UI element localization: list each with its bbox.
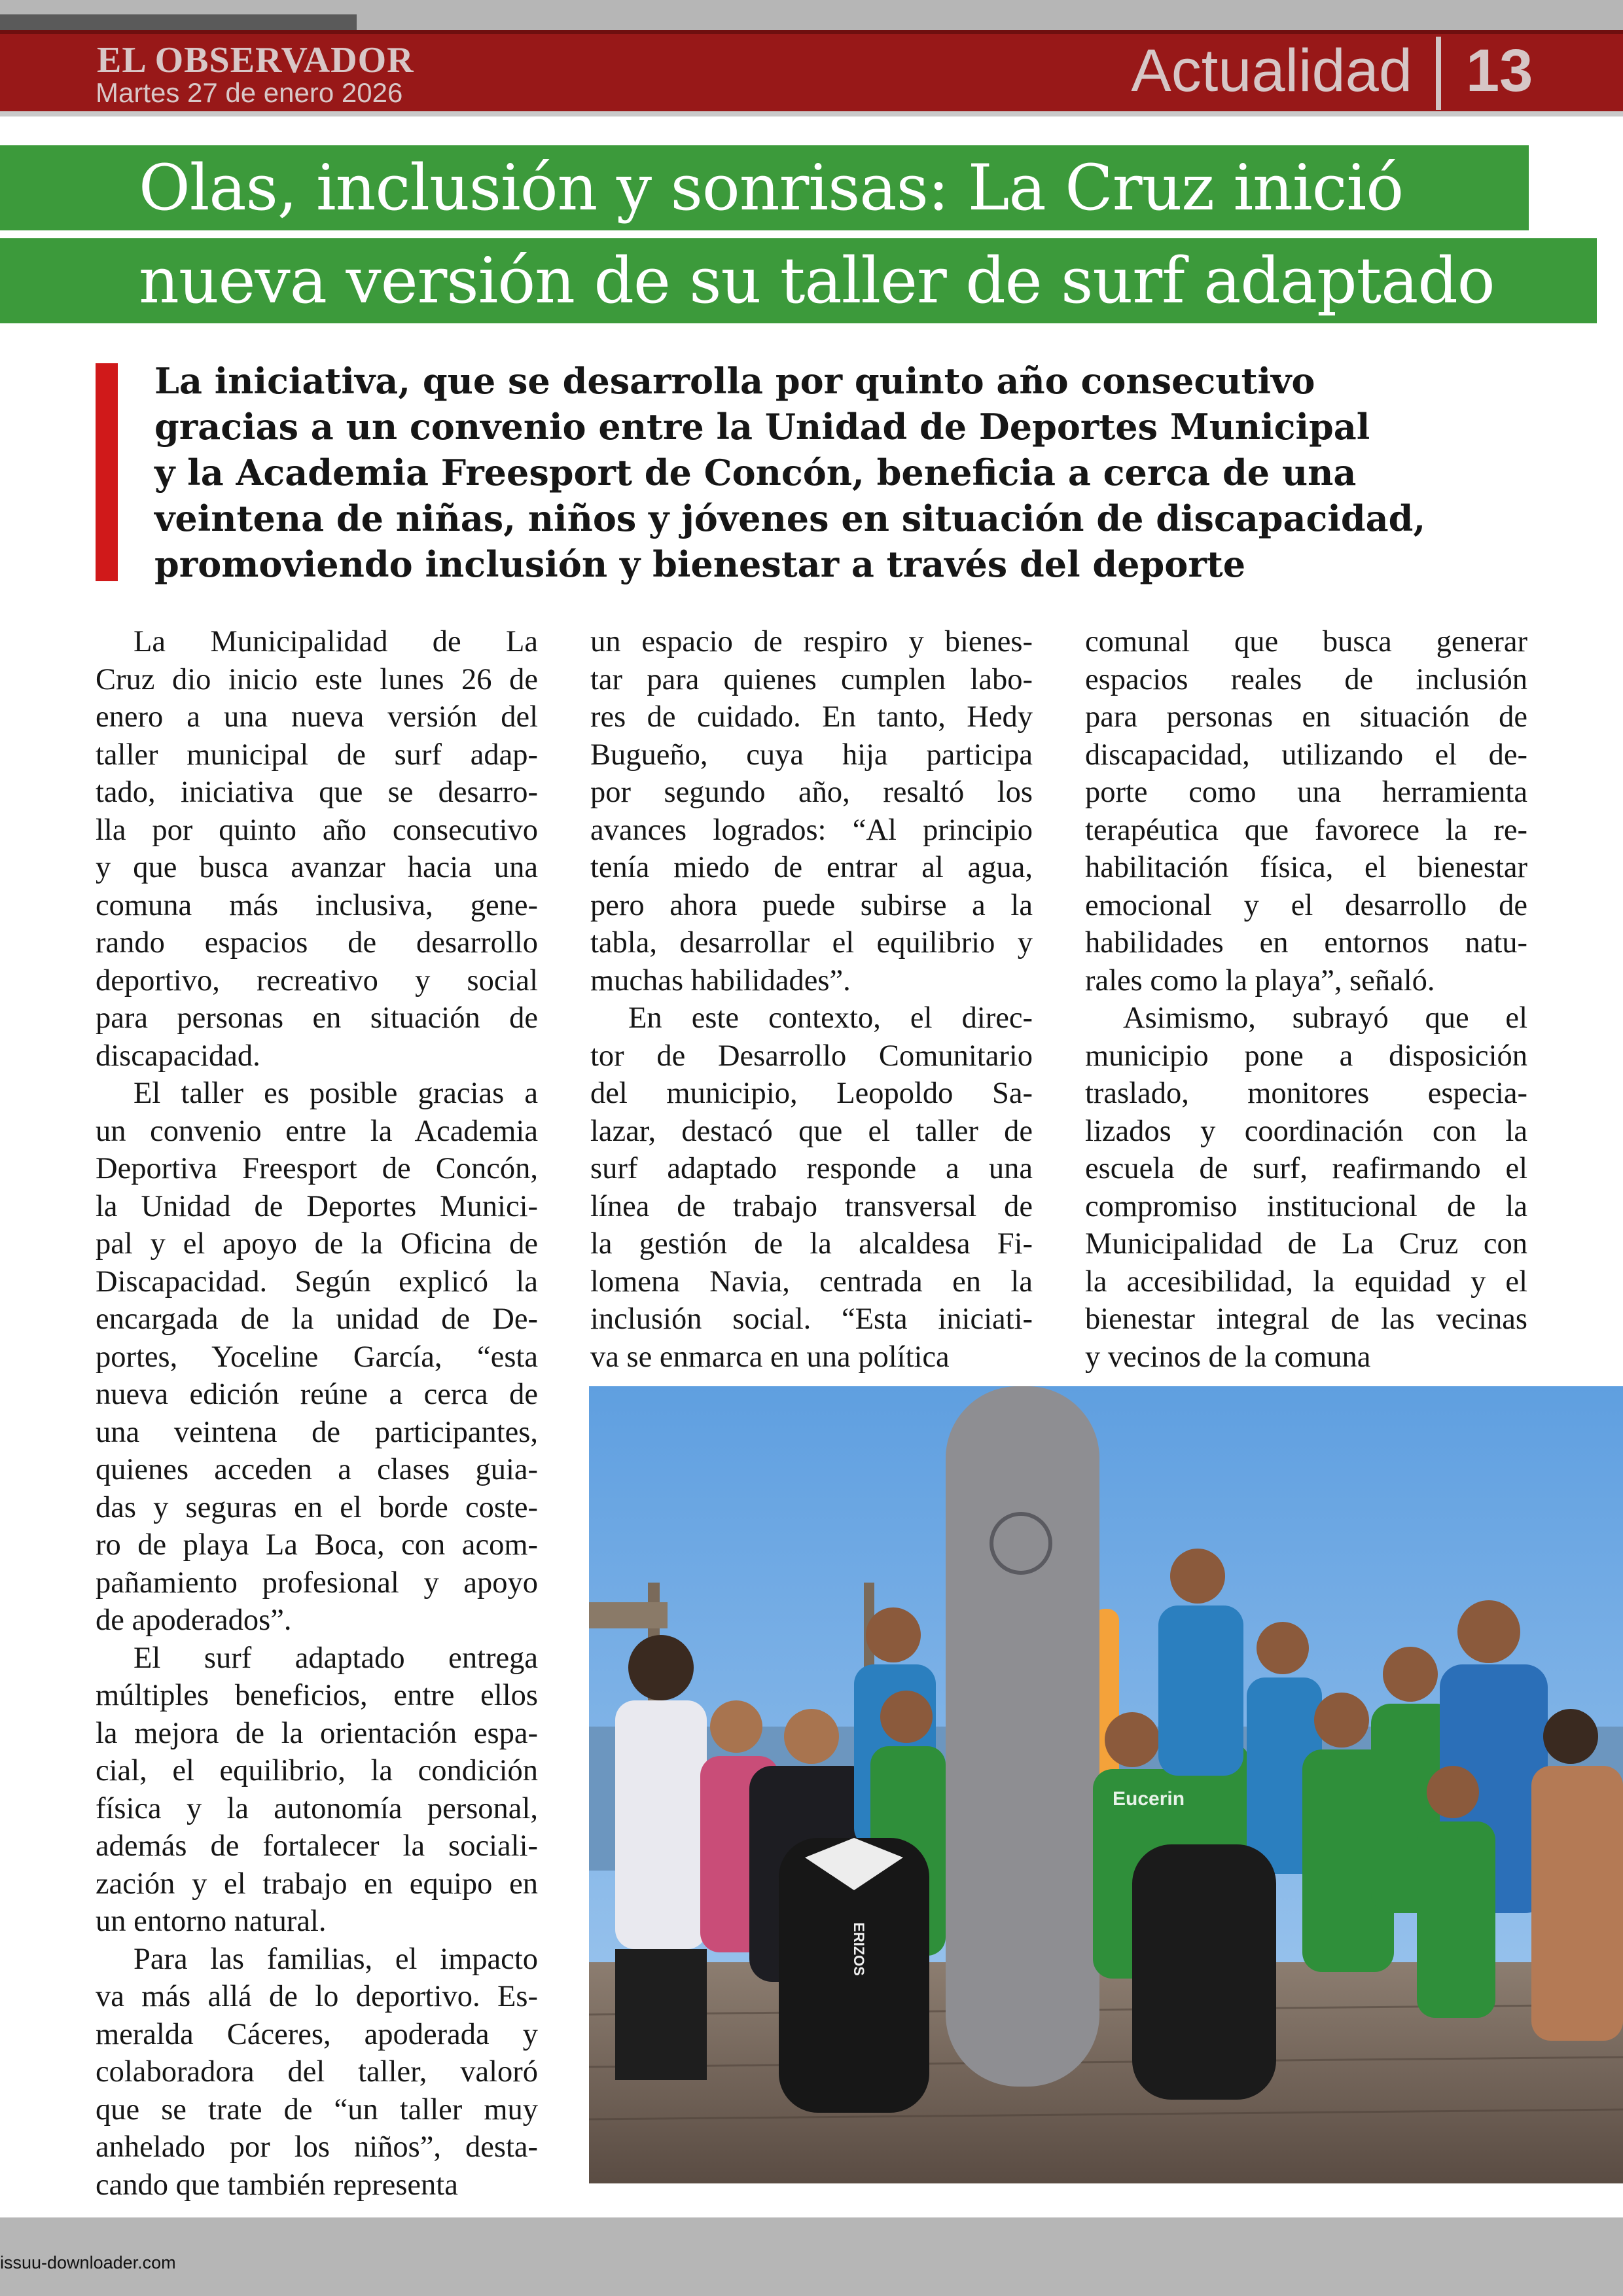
- article-text-line: anhelado por los niños”, desta-: [96, 2130, 538, 2164]
- article-text-line: ro de playa La Boca, con acom-: [96, 1528, 538, 1562]
- tall-surfboard: [946, 1386, 1099, 2087]
- article-text-line: lazar, destacó que el taller de: [590, 1114, 1033, 1148]
- article-text-line: comuna más inclusiva, gene-: [96, 888, 538, 922]
- deck-accent-bar: [96, 363, 118, 581]
- article-text-line: para personas en situación de: [1085, 700, 1527, 734]
- article-text-line: deportivo, recreativo y social: [96, 963, 538, 997]
- article-text-line: taller municipal de surf adap-: [96, 738, 538, 772]
- article-text-line: El taller es posible gracias a: [134, 1077, 538, 1110]
- article-text-line: pero ahora puede subirse a la: [590, 888, 1033, 922]
- article-text-line: habilidades en entornos natu-: [1085, 926, 1527, 960]
- section-name: Actualidad: [1131, 37, 1412, 104]
- article-text-line: va más allá de lo deportivo. Es-: [96, 1980, 538, 2013]
- article-text-line: portes, Yoceline García, “esta: [96, 1340, 538, 1374]
- article-text-line: das y seguras en el borde coste-: [96, 1490, 538, 1524]
- article-text-line: traslado, monitores especia-: [1085, 1077, 1527, 1110]
- article-text-line: escuela de surf, reafirmando el: [1085, 1152, 1527, 1185]
- pier-roof: [589, 1602, 668, 1628]
- article-text-line: tabla, desarrollar el equilibrio y: [590, 926, 1033, 960]
- article-text-line: de apoderados”.: [96, 1604, 292, 1637]
- deck-line: y la Academia Freesport de Concón, beneficia a cerca de una: [154, 452, 1357, 493]
- article-text-line: zación y el trabajo en equipo en: [96, 1867, 538, 1901]
- black-bodyboard-right: [1132, 1844, 1276, 2100]
- article-text-line: rando espacios de desarrollo: [96, 926, 538, 960]
- article-text-line: además de fortalecer la sociali-: [96, 1829, 538, 1863]
- article-text-line: tor de Desarrollo Comunitario: [590, 1039, 1033, 1073]
- headline-line-1: Olas, inclusión y sonrisas: La Cruz inició: [139, 151, 1403, 224]
- headline-line-2: nueva versión de su taller de surf adaptado: [139, 244, 1495, 317]
- article-text-line: discapacidad.: [96, 1039, 260, 1073]
- article-text-line: meralda Cáceres, apoderada y: [96, 2017, 538, 2051]
- article-text-line: inclusión social. “Esta iniciati-: [590, 1302, 1033, 1336]
- article-text-line: lomena Navia, centrada en la: [590, 1265, 1033, 1299]
- article-text-line: para personas en situación de: [96, 1001, 538, 1035]
- article-text-line: cando que también representa: [96, 2168, 458, 2202]
- page-number: 13: [1466, 37, 1533, 104]
- article-text-line: por segundo año, resaltó los: [590, 776, 1033, 809]
- article-text-line: y que busca avanzar hacia una: [96, 851, 538, 884]
- article-text-line: Municipalidad de La Cruz con: [1085, 1227, 1527, 1261]
- article-text-line: municipio pone a disposición: [1085, 1039, 1527, 1073]
- article-text-line: tado, iniciativa que se desarro-: [96, 776, 538, 809]
- article-text-line: Deportiva Freesport de Concón,: [96, 1152, 538, 1185]
- article-text-line: la accesibilidad, la equidad y el: [1085, 1265, 1527, 1299]
- article-text-line: y vecinos de la comuna: [1085, 1340, 1371, 1374]
- deck-line: promoviendo inclusión y bienestar a través del deporte: [154, 543, 1246, 585]
- article-text-line: terapéutica que favorece la re-: [1085, 813, 1527, 847]
- article-text-line: cial, el equilibrio, la condición: [96, 1754, 538, 1787]
- article-text-line: encargada de la unidad de De-: [96, 1302, 538, 1336]
- article-text-line: muchas habilidades”.: [590, 963, 851, 997]
- masthead: [0, 30, 1623, 117]
- article-text-line: del municipio, Leopoldo Sa-: [590, 1077, 1033, 1110]
- article-text-line: porte como una herramienta: [1085, 776, 1527, 809]
- deck-line: La iniciativa, que se desarrolla por quinto año consecutivo: [154, 360, 1315, 402]
- article-text-line: bienestar integral de las vecinas: [1085, 1302, 1527, 1336]
- article-text-line: pal y el apoyo de la Oficina de: [96, 1227, 538, 1261]
- article-text-line: emocional y el desarrollo de: [1085, 888, 1527, 922]
- issue-date: Martes 27 de enero 2026: [96, 77, 403, 108]
- top-progress-strip: [0, 14, 357, 30]
- article-text-line: surf adaptado responde a una: [590, 1152, 1033, 1185]
- article-text-line: Bugueño, cuya hija participa: [590, 738, 1033, 772]
- article-text-line: avances logrados: “Al principio: [590, 813, 1033, 847]
- article-text-line: Asimismo, subrayó que el: [1123, 1001, 1527, 1035]
- paper-name: EL OBSERVADOR: [97, 40, 414, 81]
- article-text-line: nueva edición reúne a cerca de: [96, 1378, 538, 1411]
- article-text-line: habilitación física, el bienestar: [1085, 851, 1527, 884]
- article-text-line: línea de trabajo transversal de: [590, 1189, 1033, 1223]
- shirt-brand-label: Eucerin: [1113, 1788, 1185, 1810]
- article-text-line: comunal que busca generar: [1085, 625, 1527, 658]
- article-text-line: pañamiento profesional y apoyo: [96, 1566, 538, 1600]
- article-text-line: Cruz dio inicio este lunes 26 de: [96, 662, 538, 696]
- article-text-line: tar para quienes cumplen labo-: [590, 662, 1033, 696]
- article-text-line: un espacio de respiro y bienes-: [590, 625, 1033, 658]
- article-text-line: La Municipalidad de La: [134, 625, 538, 658]
- article-text-line: res de cuidado. En tanto, Hedy: [590, 700, 1033, 734]
- board-brand-label: ERIZOS: [851, 1922, 867, 1976]
- article-text-line: múltiples beneficios, entre ellos: [96, 1679, 538, 1712]
- article-text-line: Para las familias, el impacto: [134, 1942, 538, 1976]
- article-text-line: rales como la playa”, señaló.: [1085, 963, 1435, 997]
- article-text-line: la gestión de la alcaldesa Fi-: [590, 1227, 1033, 1261]
- article-text-line: un entorno natural.: [96, 1905, 327, 1938]
- article-text-line: física y la autonomía personal,: [96, 1791, 538, 1825]
- source-watermark: issuu-downloader.com: [0, 2253, 176, 2272]
- article-text-line: quienes acceden a clases guia-: [96, 1453, 538, 1486]
- article-text-line: la mejora de la orientación espa-: [96, 1716, 538, 1750]
- deck-line: gracias a un convenio entre la Unidad de Deportes Municipal: [154, 406, 1370, 448]
- article-text-line: colaboradora del taller, valoró: [96, 2055, 538, 2089]
- deck-line: veintena de niñas, niños y jóvenes en situación de discapacidad,: [154, 497, 1426, 539]
- article-text-line: la Unidad de Deportes Munici-: [96, 1189, 538, 1223]
- article-text-line: espacios reales de inclusión: [1085, 662, 1527, 696]
- article-text-line: tenía miedo de entrar al agua,: [590, 851, 1033, 884]
- article-text-line: va se enmarca en una política: [590, 1340, 950, 1374]
- article-text-line: enero a una nueva versión del: [96, 700, 538, 734]
- article-text-line: Discapacidad. Según explicó la: [96, 1265, 538, 1299]
- article-text-line: En este contexto, el direc-: [628, 1001, 1033, 1035]
- surf-group-photo: [589, 1386, 1623, 2183]
- article-text-line: lla por quinto año consecutivo: [96, 813, 538, 847]
- bottom-gray-bar: [0, 2217, 1623, 2296]
- article-text-line: una veintena de participantes,: [96, 1415, 538, 1449]
- article-text-line: un convenio entre la Academia: [96, 1114, 538, 1148]
- section-divider: [1436, 37, 1441, 110]
- article-text-line: El surf adaptado entrega: [134, 1641, 538, 1675]
- article-text-line: compromiso institucional de la: [1085, 1189, 1527, 1223]
- article-text-line: discapacidad, utilizando el de-: [1085, 738, 1527, 772]
- article-text-line: lizados y coordinación con la: [1085, 1114, 1527, 1148]
- article-text-line: que se trate de “un taller muy: [96, 2092, 538, 2126]
